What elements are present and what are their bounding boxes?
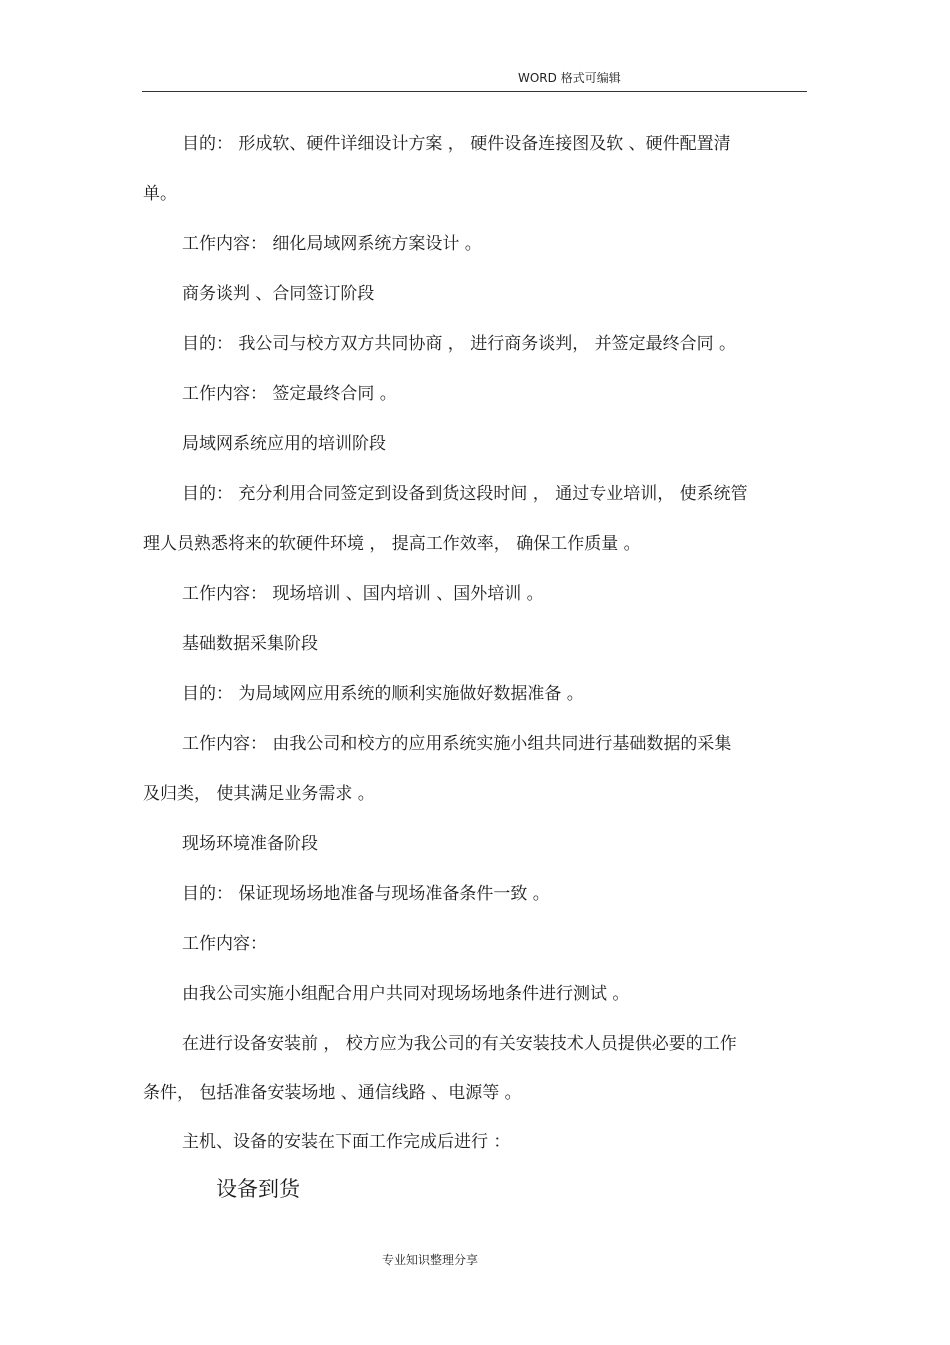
paragraph-line: 工作内容： 现场培训 、国内培训 、国外培训 。 (182, 584, 544, 604)
paragraph-line: 及归类， 使其满足业务需求 。 (143, 784, 375, 804)
paragraph-line: 理人员熟悉将来的软硬件环境 ， 提高工作效率， 确保工作质量 。 (143, 534, 641, 554)
section-heading: 局域网系统应用的培训阶段 (182, 434, 386, 454)
section-heading: 现场环境准备阶段 (182, 834, 318, 854)
section-heading: 基础数据采集阶段 (182, 634, 318, 654)
paragraph-line: 工作内容： (182, 934, 267, 954)
paragraph-line: 由我公司实施小组配合用户共同对现场场地条件进行测试 。 (182, 984, 630, 1004)
header-divider (142, 91, 807, 92)
section-heading: 商务谈判 、合同签订阶段 (182, 284, 375, 304)
list-subheading: 设备到货 (216, 1177, 300, 1201)
paragraph-line: 工作内容： 签定最终合同 。 (182, 384, 397, 404)
paragraph-line: 目的： 保证现场场地准备与现场准备条件一致 。 (182, 884, 550, 904)
paragraph-line: 工作内容： 细化局域网系统方案设计 。 (182, 234, 482, 254)
paragraph-line: 主机、设备的安装在下面工作完成后进行 ： (182, 1132, 511, 1152)
paragraph-line: 目的： 形成软、硬件详细设计方案 ， 硬件设备连接图及软 、硬件配置清 (182, 134, 731, 154)
paragraph-line: 目的： 充分利用合同签定到设备到货这段时间 ， 通过专业培训， 使系统管 (182, 484, 748, 504)
paragraph-line: 目的： 我公司与校方双方共同协商 ， 进行商务谈判， 并签定最终合同 。 (182, 334, 737, 354)
paragraph-line: 单。 (143, 184, 177, 204)
paragraph-line: 目的： 为局域网应用系统的顺利实施做好数据准备 。 (182, 684, 584, 704)
paragraph-line: 条件， 包括准备安装场地 、通信线路 、电源等 。 (143, 1083, 522, 1103)
page-header-title: WORD 格式可编辑 (518, 71, 621, 85)
paragraph-line: 在进行设备安装前 ， 校方应为我公司的有关安装技术人员提供必要的工作 (182, 1034, 737, 1054)
page-footer-text: 专业知识整理分享 (382, 1253, 479, 1267)
paragraph-line: 工作内容： 由我公司和校方的应用系统实施小组共同进行基础数据的采集 (182, 734, 732, 754)
